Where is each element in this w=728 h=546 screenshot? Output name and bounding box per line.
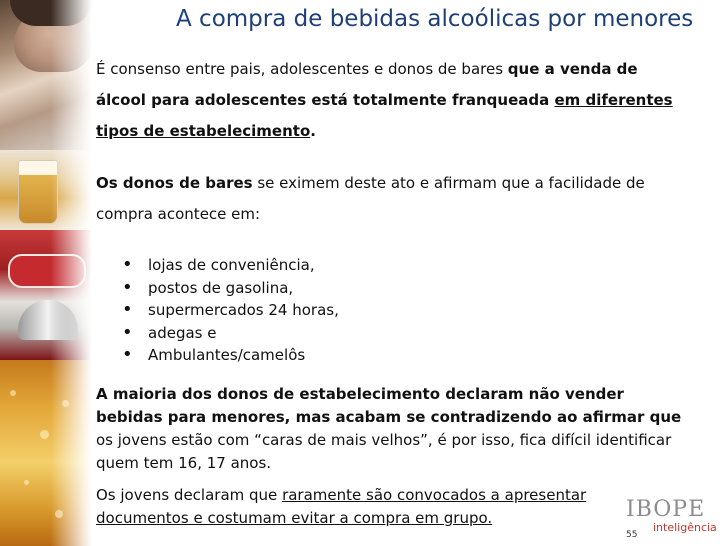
bullet-icon: • (122, 344, 133, 365)
bullet-icon: • (122, 254, 133, 275)
ibope-subtitle: inteligência (653, 521, 717, 534)
text-run-bold: A maioria dos donos de estabelecimento declaram não vender bebidas para menores, mas acabam se contradizendo ao afirmar que (96, 385, 682, 426)
list-item-text: supermercados 24 horas, (148, 301, 339, 319)
text-run: É consenso entre pais, adolescentes e donos de bares (96, 60, 508, 78)
list-item-text: adegas e (148, 323, 217, 342)
photo-collage-strip (0, 0, 92, 546)
text-run-underlined: raramente são convocados a apresentar documentos e costumam evitar a compra em grupo. (96, 486, 587, 527)
list-item-text: lojas de conveniência, (148, 256, 315, 274)
bullet-icon: • (122, 321, 133, 343)
list-item (122, 344, 339, 367)
text-run: Os jovens declaram que (96, 486, 283, 504)
ibope-wordmark: IBOPE (626, 497, 706, 522)
list-item (122, 277, 339, 300)
page-number: 55 (626, 530, 638, 540)
text-run: se eximem deste ato e afirmam que a facilidade de compra acontece em: (96, 174, 645, 223)
list-item (122, 299, 339, 322)
text-run-bold: que a venda de álcool para adolescentes está totalmente franqueada (96, 60, 638, 109)
slide-title: A compra de bebidas alcoólicas por menores (176, 6, 694, 32)
paragraph-youth (96, 484, 636, 530)
list-item (122, 322, 339, 345)
ibope-logo (626, 497, 722, 537)
list-item (122, 254, 339, 277)
bullet-list-places (122, 254, 339, 367)
text-run-bold-underlined: em diferentes tipos de estabelecimento (96, 91, 673, 140)
list-item-text: Ambulantes/camelôs (148, 346, 306, 364)
paragraph-consensus (96, 54, 692, 147)
text-run-bold: . (310, 122, 316, 140)
strip-fade-overlay (0, 0, 92, 546)
text-run-bold: Os donos de bares (96, 174, 253, 192)
list-item-text: postos de gasolina, (148, 278, 294, 297)
bullet-icon: • (122, 299, 133, 320)
text-run: os jovens estão com “caras de mais velhos”, é por isso, fica difícil identificar quem tem 16, 17 anos. (96, 431, 672, 472)
paragraph-bar-owners (96, 168, 692, 230)
paragraph-majority (96, 383, 692, 475)
bullet-icon: • (122, 276, 133, 298)
